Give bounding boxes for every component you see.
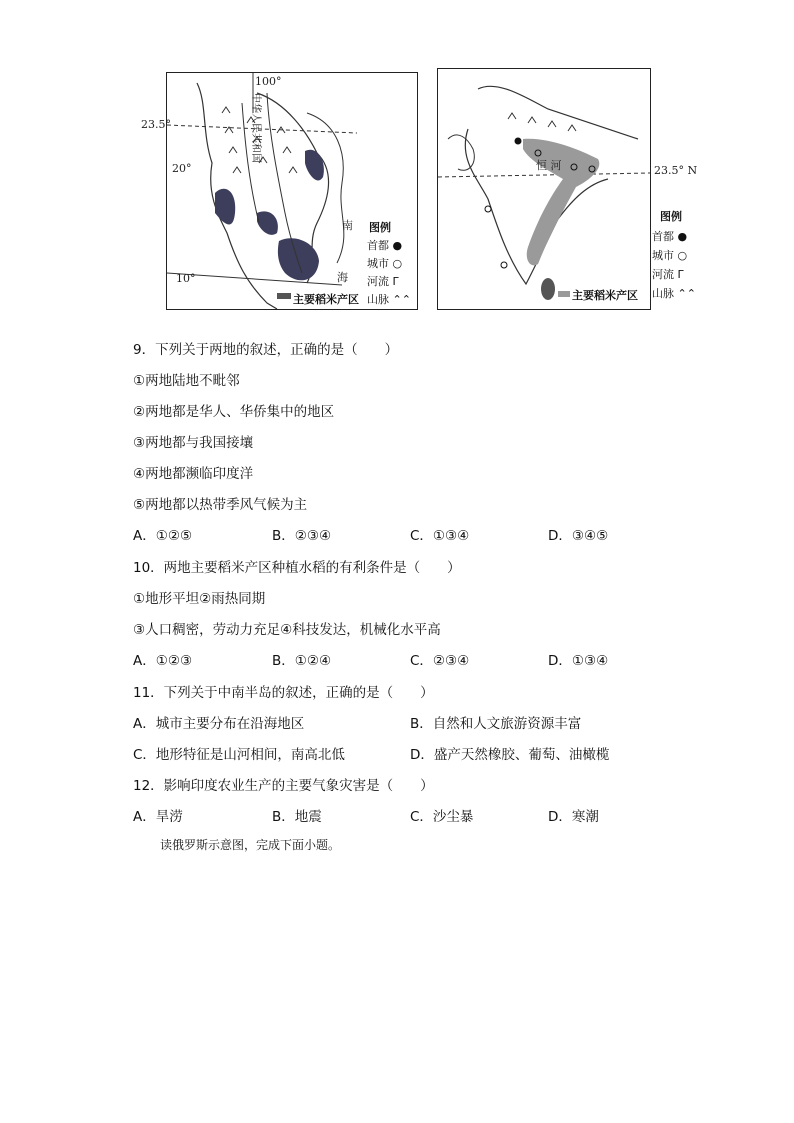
river-icon: ᒥ	[677, 268, 684, 281]
legend-mountain-right-label: 山脉	[652, 287, 674, 300]
q12-option-c[interactable]: C．沙尘暴	[410, 809, 474, 825]
q9-option-b[interactable]: B．②③④	[272, 528, 332, 544]
lon-100-label: 100°	[255, 75, 282, 88]
q9-option-c[interactable]: C．①③④	[410, 528, 470, 544]
legend-rice-label: 主要稻米产区	[293, 293, 359, 306]
capital-dot-icon: ●	[392, 239, 403, 252]
legend-city-label: 城市	[367, 257, 389, 270]
q9-item-1: ①两地陆地不毗邻	[133, 373, 240, 389]
q10-item-1: ①地形平坦②雨热同期	[133, 591, 266, 607]
q10-item-2: ③人口稠密，劳动力充足④科技发达，机械化水平高	[133, 622, 441, 638]
q11-option-d[interactable]: D．盛产天然橡胶、葡萄、油橄榄	[410, 747, 610, 763]
lat-23-5n-label: 23.5° N	[654, 164, 698, 177]
lat-10-label: 10°	[176, 272, 196, 285]
q12-option-d[interactable]: D．寒潮	[548, 809, 599, 825]
q12-option-b[interactable]: B．地震	[272, 809, 322, 825]
legend-capital-right-label: 首都	[652, 230, 674, 243]
q10-option-a[interactable]: A．①②③	[133, 653, 193, 669]
legend-capital	[367, 237, 402, 253]
ganges-label: 恒 河	[536, 159, 562, 172]
q9-stem: 9．下列关于两地的叙述，正确的是（ ）	[133, 342, 399, 358]
sea-label-1: 南	[342, 219, 353, 232]
legend-title: 图例	[369, 221, 391, 234]
country-label-horizontal: 中华人民共和国	[250, 93, 261, 163]
legend-title-right: 图例	[660, 210, 682, 223]
q11-stem: 11．下列关于中南半岛的叙述，正确的是（ ）	[133, 685, 434, 701]
city-circle-icon: ○	[392, 257, 403, 270]
q12-option-a[interactable]: A．旱涝	[133, 809, 183, 825]
lat-20-label: 20°	[172, 162, 192, 175]
legend-city	[367, 255, 402, 271]
q11-option-b[interactable]: B．自然和人文旅游资源丰富	[410, 716, 582, 732]
legend-city-right	[652, 247, 687, 263]
q10-option-b[interactable]: B．①②④	[272, 653, 332, 669]
india-map-drawing	[438, 69, 650, 309]
q9-item-4: ④两地都濒临印度洋	[133, 466, 254, 482]
map-india	[437, 68, 651, 310]
mountain-icon: ⌃⌃	[677, 287, 696, 300]
q9-item-5: ⑤两地都以热带季风气候为主	[133, 497, 308, 513]
capital-dot-icon: ●	[677, 230, 688, 243]
legend-capital-label: 首都	[367, 239, 389, 252]
q9-option-a[interactable]: A．①②⑤	[133, 528, 193, 544]
reading-instruction: 读俄罗斯示意图，完成下面小题。	[160, 838, 341, 852]
q11-option-a[interactable]: A．城市主要分布在沿海地区	[133, 716, 305, 732]
q12-stem: 12．影响印度农业生产的主要气象灾害是（ ）	[133, 778, 434, 794]
legend-river-right	[652, 266, 684, 282]
q11-option-c[interactable]: C．地形特征是山河相间，南高北低	[133, 747, 345, 763]
legend-rice	[293, 291, 359, 307]
q10-option-c[interactable]: C．②③④	[410, 653, 470, 669]
q9-item-2: ②两地都是华人、华侨集中的地区	[133, 404, 335, 420]
map-indochina	[166, 72, 418, 310]
legend-river-right-label: 河流	[652, 268, 674, 281]
legend-mountain-label: 山脉	[367, 293, 389, 306]
legend-rice-right-label: 主要稻米产区	[572, 289, 638, 302]
q10-stem: 10．两地主要稻米产区种植水稻的有利条件是（ ）	[133, 560, 461, 576]
q9-option-d[interactable]: D．③④⑤	[548, 528, 609, 544]
q10-option-d[interactable]: D．①③④	[548, 653, 609, 669]
q9-item-3: ③两地都与我国接壤	[133, 435, 254, 451]
legend-river	[367, 273, 399, 289]
legend-capital-right	[652, 228, 687, 244]
legend-river-label: 河流	[367, 275, 389, 288]
sea-label-2: 海	[337, 271, 348, 284]
legend-mountain	[367, 291, 411, 307]
legend-mountain-right	[652, 285, 696, 301]
lat-23-5-label: 23.5°	[141, 118, 171, 131]
river-icon: ᒥ	[392, 275, 399, 288]
city-circle-icon: ○	[677, 249, 688, 262]
legend-rice-right	[572, 287, 638, 303]
legend-city-right-label: 城市	[652, 249, 674, 262]
mountain-icon: ⌃⌃	[392, 293, 411, 306]
